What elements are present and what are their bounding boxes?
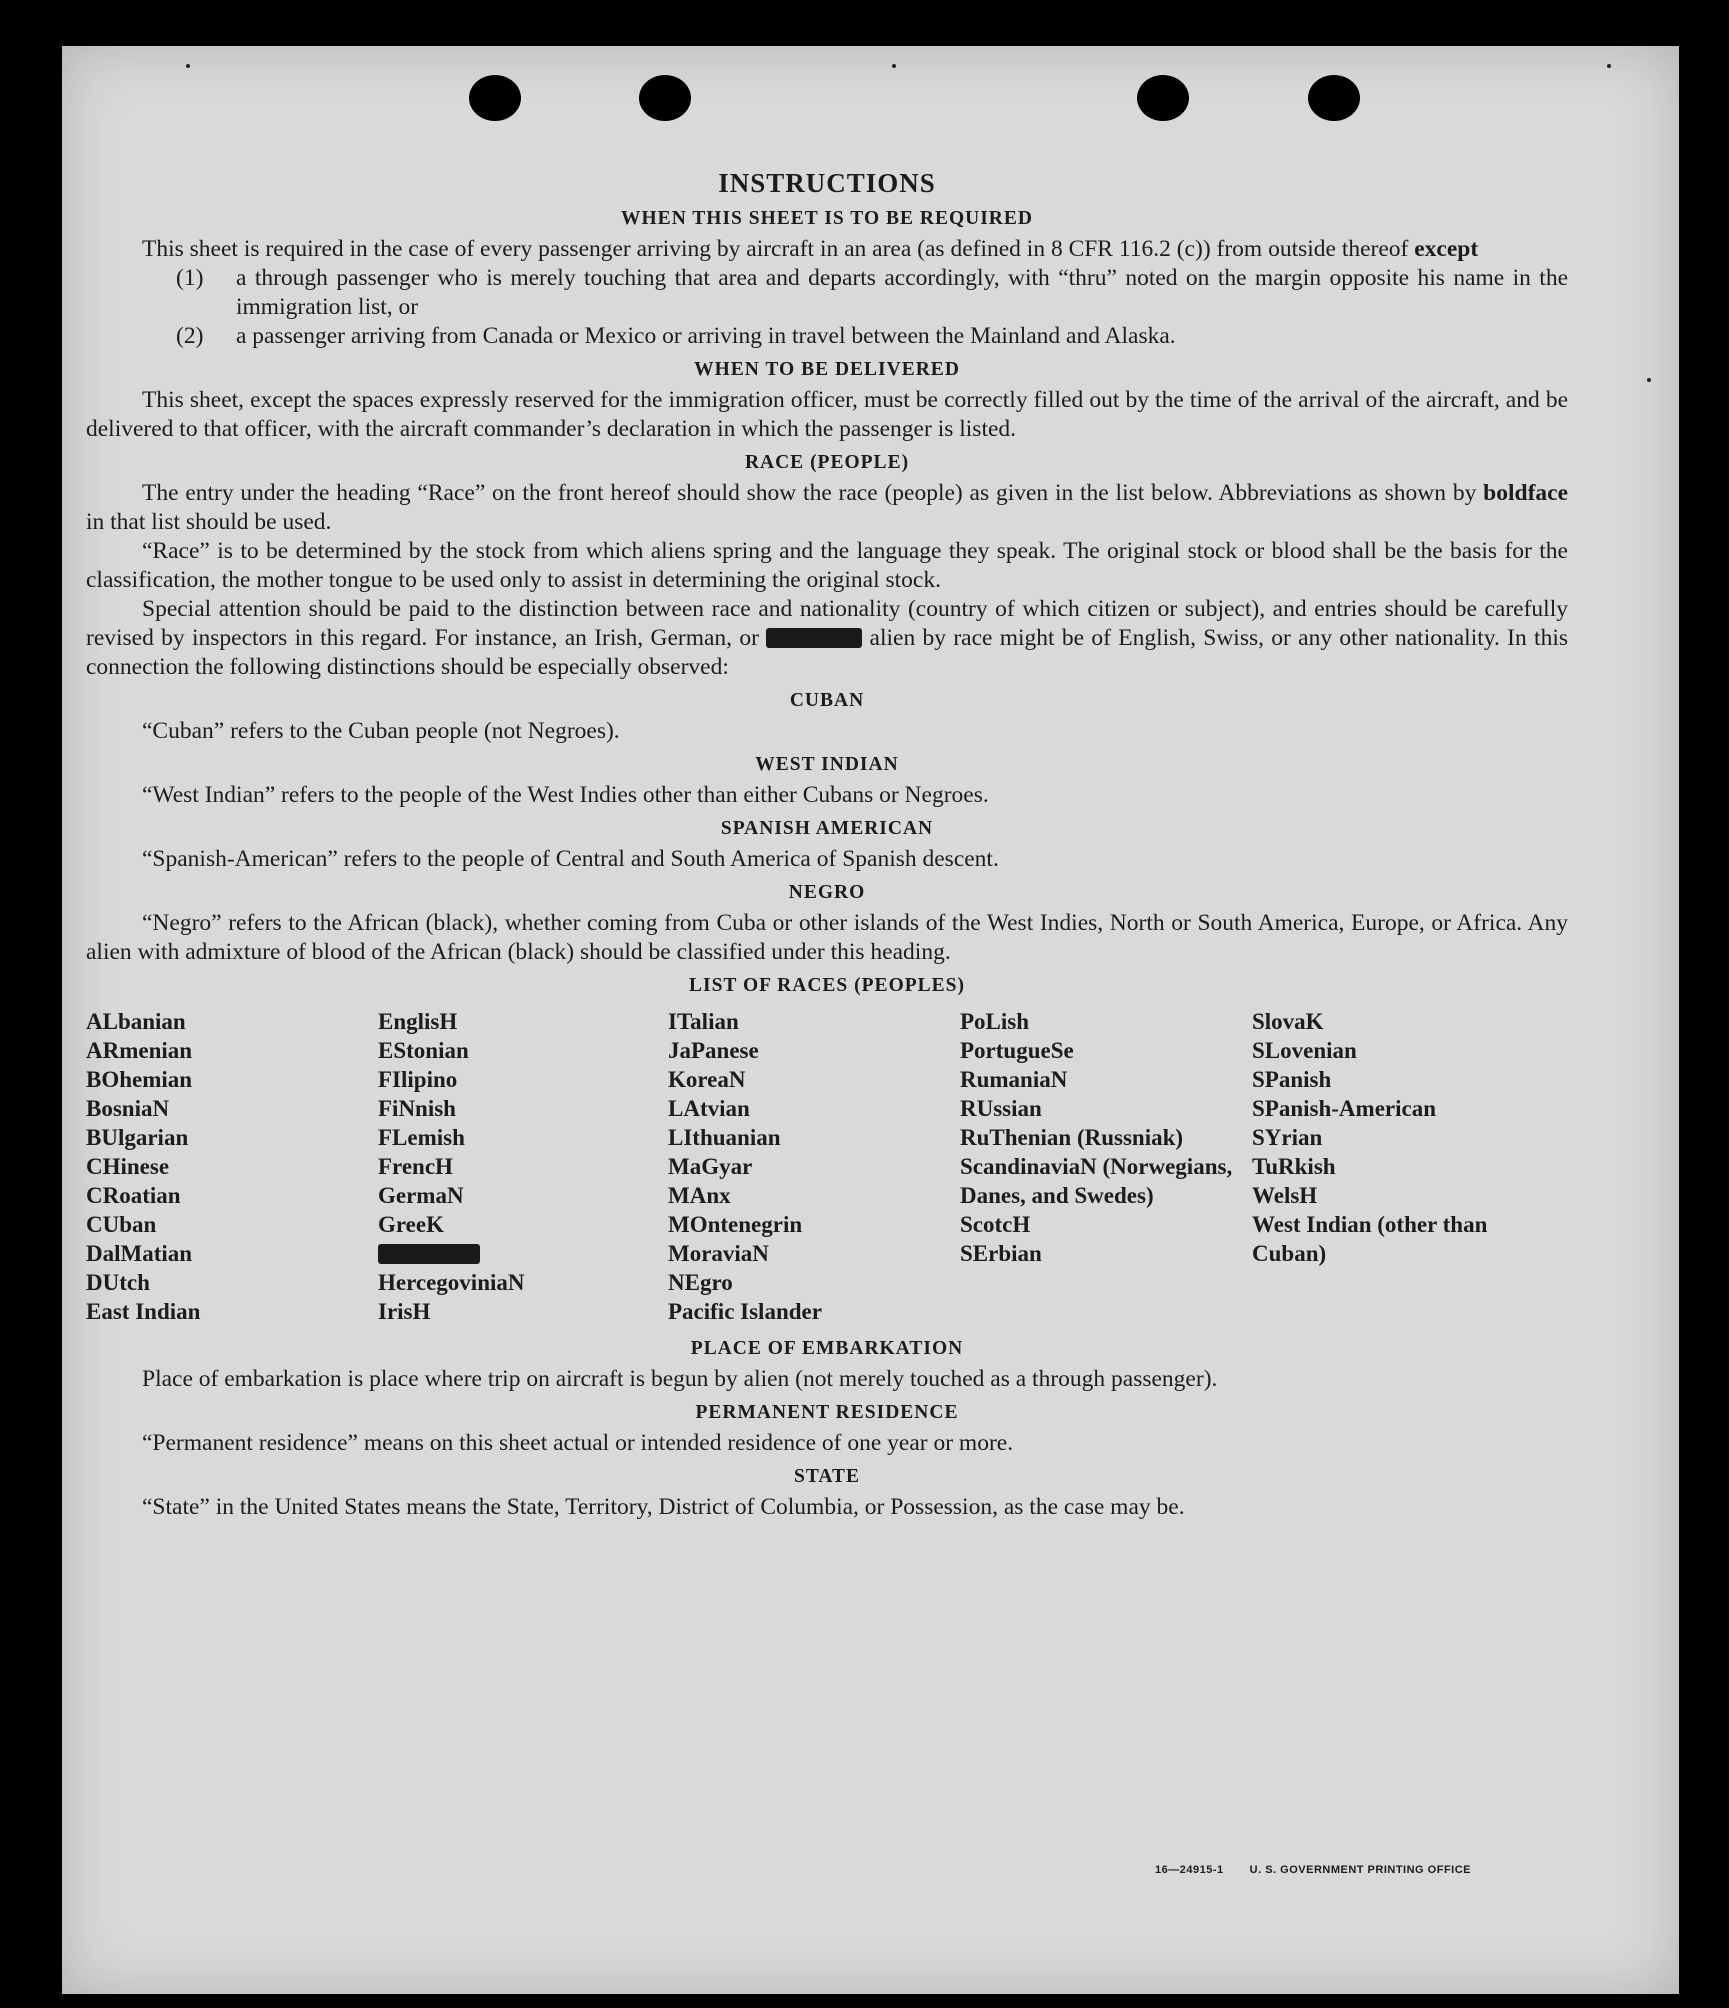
- race-item: DalMatian: [86, 1241, 193, 1266]
- race-item: PoLish: [960, 1009, 1030, 1034]
- section-heading: WHEN THIS SHEET IS TO BE REQUIRED: [621, 208, 1033, 229]
- race-item: WelsH: [1252, 1183, 1318, 1208]
- race-item: EnglisH: [378, 1009, 458, 1034]
- race-item: FiNnish: [378, 1096, 456, 1121]
- race-item: MAnx: [668, 1183, 731, 1208]
- race-item: MaGyar: [668, 1154, 753, 1179]
- race-item: RuThenian (Russniak): [960, 1125, 1184, 1150]
- race-item: [378, 1239, 668, 1268]
- race-item: BOhemian: [86, 1067, 193, 1092]
- printer-credit: U. S. GOVERNMENT PRINTING OFFICE: [1249, 1864, 1471, 1876]
- section-heading: CUBAN: [789, 690, 865, 711]
- race-item: ALbanian: [86, 1009, 186, 1034]
- section-heading: SPANISH AMERICAN: [720, 818, 934, 839]
- speck: [186, 64, 190, 68]
- race-item: FLemish: [378, 1125, 465, 1150]
- race-item: NEgro: [668, 1270, 733, 1295]
- race-item: ITalian: [668, 1009, 739, 1034]
- race-item: SPanish: [1252, 1067, 1332, 1092]
- race-item: KoreaN: [668, 1067, 746, 1092]
- section-heading: RACE (PEOPLE): [744, 452, 910, 473]
- speck: [1647, 378, 1651, 382]
- paragraph: “Race” is to be determined by the stock from which aliens spring and the language they speak. The original stock or blood shall be the basis for the classification, the mother tongue to be used only to assist in determining the original stock.: [86, 538, 1568, 593]
- page-title: INSTRUCTIONS: [718, 168, 936, 198]
- race-item: SErbian: [960, 1241, 1042, 1266]
- race-item: SLovenian: [1252, 1038, 1357, 1063]
- punch-hole: [1137, 75, 1189, 121]
- form-number: 16—24915-1: [1155, 1864, 1224, 1876]
- paragraph: “State” in the United States means the State, Territory, District of Columbia, or Possession, as the case may be.: [142, 1494, 1185, 1520]
- redaction-mark: [766, 628, 862, 648]
- race-item: CRoatian: [86, 1183, 181, 1208]
- race-column: [378, 1007, 668, 1326]
- paragraph: “Negro” refers to the African (black), whether coming from Cuba or other islands of the West Indies, North or South America, Europe, or Africa. Any alien with admixture of blood of the African (black) should be classified under this heading.: [86, 910, 1568, 965]
- race-item: EStonian: [378, 1038, 469, 1063]
- race-item: FrencH: [378, 1154, 453, 1179]
- race-column: [960, 1007, 1252, 1326]
- punch-hole: [1308, 75, 1360, 121]
- paragraph: Special attention should be paid to the distinction between race and nationality (country of which citizen or subject), and entries should be carefully revised by inspectors in this regard. For instance, an Irish, German, or alien by race might be of English, Swiss, or any other nationality. In this connection the following distinctions should be especially observed:: [86, 596, 1568, 680]
- punch-hole: [469, 75, 521, 121]
- paragraph: This sheet, except the spaces expressly reserved for the immigration officer, must be correctly filled out by the time of the arrival of the aircraft, and be delivered to that officer, with the aircraft commander’s declaration in which the passenger is listed.: [86, 387, 1568, 442]
- race-item: RUssian: [960, 1096, 1042, 1121]
- race-item: HercegoviniaN: [378, 1270, 525, 1295]
- race-item: DUtch: [86, 1270, 150, 1295]
- race-item: Pacific Islander: [668, 1299, 822, 1324]
- race-item: FIlipino: [378, 1067, 458, 1092]
- section-heading: NEGRO: [788, 882, 866, 903]
- list-item: (2) a passenger arriving from Canada or Mexico or arriving in travel between the Mainland and Alaska.: [176, 323, 1176, 349]
- race-item: SPanish-American: [1252, 1096, 1436, 1121]
- paragraph: The entry under the heading “Race” on the front hereof should show the race (people) as given in the list below. Abbreviations as shown by boldface in that list should be used.: [86, 480, 1569, 535]
- list-item: (1) a through passenger who is merely touching that area and departs accordingly, with “thru” noted on the margin opposite his name in the immigration list, or: [176, 265, 1568, 320]
- race-column: [668, 1007, 960, 1326]
- race-item: CUban: [86, 1212, 157, 1237]
- race-column: [86, 1007, 378, 1326]
- section-heading: WHEN TO BE DELIVERED: [694, 359, 960, 380]
- section-heading: PERMANENT RESIDENCE: [695, 1402, 959, 1423]
- section-heading: WEST INDIAN: [755, 754, 899, 775]
- race-item: ScotcH: [960, 1212, 1031, 1237]
- race-item: RumaniaN: [960, 1067, 1068, 1092]
- race-item: BUlgarian: [86, 1125, 189, 1150]
- race-item: East Indian: [86, 1299, 201, 1324]
- section-heading: PLACE OF EMBARKATION: [690, 1338, 964, 1359]
- paragraph: “West Indian” refers to the people of the West Indies other than either Cubans or Negroes.: [142, 782, 989, 808]
- race-item: JaPanese: [668, 1038, 759, 1063]
- race-item: SYrian: [1252, 1125, 1323, 1150]
- print-footer: [1129, 1864, 1471, 1876]
- race-item: LAtvian: [668, 1096, 750, 1121]
- race-column: [1252, 1007, 1552, 1326]
- speck: [1607, 64, 1611, 68]
- race-item: MoraviaN: [668, 1241, 769, 1266]
- race-item: IrisH: [378, 1299, 431, 1324]
- document-page: [62, 46, 1679, 1994]
- paragraph: Place of embarkation is place where trip on aircraft is begun by alien (not merely touched as a through passenger).: [142, 1366, 1218, 1392]
- paragraph: “Spanish-American” refers to the people of Central and South America of Spanish descent.: [142, 846, 999, 872]
- section-heading: STATE: [793, 1466, 861, 1487]
- races-list: [86, 1007, 1568, 1326]
- race-item: GermaN: [378, 1183, 464, 1208]
- race-item: SlovaK: [1252, 1009, 1324, 1034]
- instructions-body: [86, 166, 1568, 1522]
- race-item: West Indian (other than Cuban): [1252, 1212, 1488, 1266]
- race-item: ARmenian: [86, 1038, 193, 1063]
- paragraph: “Permanent residence” means on this sheet actual or intended residence of one year or more.: [142, 1430, 1014, 1456]
- punch-hole: [639, 75, 691, 121]
- paragraph: “Cuban” refers to the Cuban people (not Negroes).: [142, 718, 620, 744]
- race-item: GreeK: [378, 1212, 444, 1237]
- speck: [892, 64, 896, 68]
- section-heading: LIST OF RACES (PEOPLES): [688, 975, 965, 996]
- race-item: TuRkish: [1252, 1154, 1336, 1179]
- redaction-mark: [378, 1244, 480, 1264]
- race-item: CHinese: [86, 1154, 170, 1179]
- race-item: MOntenegrin: [668, 1212, 803, 1237]
- race-item: BosniaN: [86, 1096, 170, 1121]
- paragraph: This sheet is required in the case of every passenger arriving by aircraft in an area (as defined in 8 CFR 116.2 (c)) from outside thereof except: [142, 236, 1479, 262]
- race-item: ScandinaviaN (Norwegians, Danes, and Swedes): [960, 1154, 1233, 1208]
- race-item: LIthuanian: [668, 1125, 781, 1150]
- race-item: PortugueSe: [960, 1038, 1074, 1063]
